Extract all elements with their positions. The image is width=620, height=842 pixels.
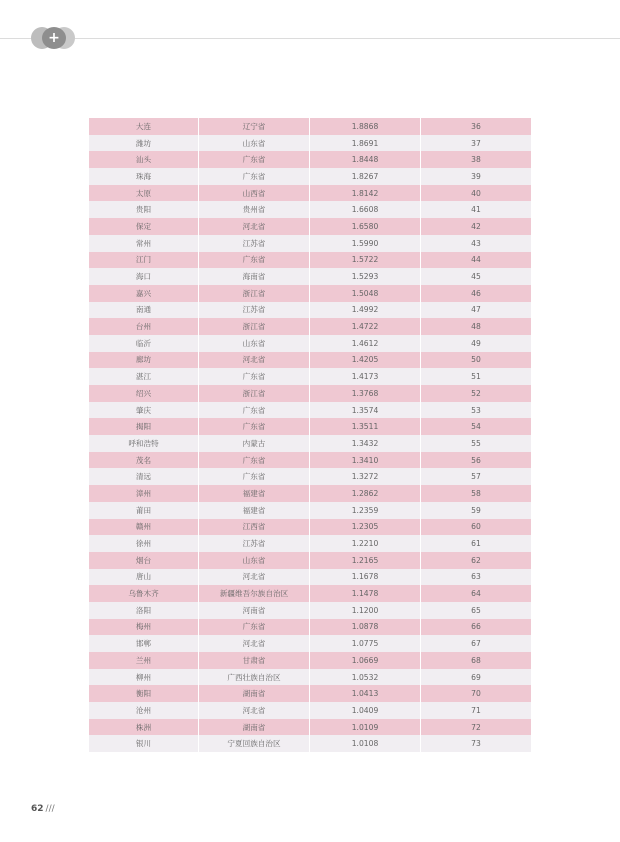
value-cell: 1.8691 (310, 135, 421, 152)
province-cell: 山东省 (199, 135, 310, 152)
table-row (89, 335, 531, 352)
page-number-value: 62 (31, 804, 44, 814)
value-cell: 1.0108 (310, 735, 421, 752)
province-cell: 广东省 (199, 368, 310, 385)
table-row (89, 452, 531, 469)
rank-cell: 47 (421, 302, 531, 319)
value-cell: 1.4612 (310, 335, 421, 352)
city-cell: 兰州 (89, 652, 199, 669)
table-row (89, 185, 531, 202)
value-cell: 1.8142 (310, 185, 421, 202)
value-cell: 1.2359 (310, 502, 421, 519)
province-cell: 江苏省 (199, 302, 310, 319)
table-row (89, 201, 531, 218)
rank-cell: 59 (421, 502, 531, 519)
rank-cell: 62 (421, 552, 531, 569)
province-cell: 浙江省 (199, 385, 310, 402)
city-cell: 呼和浩特 (89, 435, 199, 452)
table-row (89, 585, 531, 602)
table-row (89, 352, 531, 369)
province-cell: 广东省 (199, 468, 310, 485)
table-row (89, 735, 531, 752)
table-row (89, 635, 531, 652)
rank-cell: 61 (421, 535, 531, 552)
rank-cell: 50 (421, 352, 531, 369)
value-cell: 1.3574 (310, 402, 421, 419)
value-cell: 1.6608 (310, 201, 421, 218)
rank-cell: 67 (421, 635, 531, 652)
table-row (89, 435, 531, 452)
province-cell: 广西壮族自治区 (199, 669, 310, 686)
city-cell: 赣州 (89, 519, 199, 536)
province-cell: 山东省 (199, 335, 310, 352)
province-cell: 河北省 (199, 635, 310, 652)
table-row (89, 368, 531, 385)
rank-cell: 69 (421, 669, 531, 686)
city-cell: 衡阳 (89, 685, 199, 702)
rank-cell: 55 (421, 435, 531, 452)
value-cell: 1.3272 (310, 468, 421, 485)
province-cell: 湖南省 (199, 719, 310, 736)
rank-cell: 48 (421, 318, 531, 335)
rank-cell: 45 (421, 268, 531, 285)
table-row (89, 702, 531, 719)
value-cell: 1.5722 (310, 252, 421, 269)
value-cell: 1.0109 (310, 719, 421, 736)
ranking-table (89, 118, 531, 752)
value-cell: 1.5293 (310, 268, 421, 285)
rank-cell: 71 (421, 702, 531, 719)
rank-cell: 42 (421, 218, 531, 235)
value-cell: 1.0413 (310, 685, 421, 702)
value-cell: 1.2862 (310, 485, 421, 502)
province-cell: 江苏省 (199, 535, 310, 552)
province-cell: 河北省 (199, 569, 310, 586)
table-row (89, 569, 531, 586)
province-cell: 甘肃省 (199, 652, 310, 669)
table-row (89, 252, 531, 269)
city-cell: 邯郸 (89, 635, 199, 652)
province-cell: 海南省 (199, 268, 310, 285)
rank-cell: 60 (421, 519, 531, 536)
city-cell: 绍兴 (89, 385, 199, 402)
header-rule (0, 38, 620, 39)
city-cell: 茂名 (89, 452, 199, 469)
city-cell: 株洲 (89, 719, 199, 736)
value-cell: 1.8868 (310, 118, 421, 135)
rank-cell: 46 (421, 285, 531, 302)
table-row (89, 118, 531, 135)
table-row (89, 485, 531, 502)
province-cell: 广东省 (199, 452, 310, 469)
rank-cell: 37 (421, 135, 531, 152)
value-cell: 1.2210 (310, 535, 421, 552)
value-cell: 1.3432 (310, 435, 421, 452)
rank-cell: 49 (421, 335, 531, 352)
rank-cell: 70 (421, 685, 531, 702)
city-cell: 沧州 (89, 702, 199, 719)
rank-cell: 57 (421, 468, 531, 485)
province-cell: 广东省 (199, 252, 310, 269)
rank-cell: 63 (421, 569, 531, 586)
value-cell: 1.4173 (310, 368, 421, 385)
table-row (89, 602, 531, 619)
value-cell: 1.2305 (310, 519, 421, 536)
table-row (89, 468, 531, 485)
rank-cell: 72 (421, 719, 531, 736)
province-cell: 广东省 (199, 168, 310, 185)
city-cell: 莆田 (89, 502, 199, 519)
province-cell: 新疆维吾尔族自治区 (199, 585, 310, 602)
table-row (89, 151, 531, 168)
province-cell: 江西省 (199, 519, 310, 536)
rank-cell: 52 (421, 385, 531, 402)
table-row (89, 719, 531, 736)
city-cell: 乌鲁木齐 (89, 585, 199, 602)
province-cell: 宁夏回族自治区 (199, 735, 310, 752)
value-cell: 1.0669 (310, 652, 421, 669)
rank-cell: 43 (421, 235, 531, 252)
province-cell: 河北省 (199, 218, 310, 235)
city-cell: 保定 (89, 218, 199, 235)
value-cell: 1.5048 (310, 285, 421, 302)
table-row (89, 168, 531, 185)
city-cell: 清远 (89, 468, 199, 485)
value-cell: 1.5990 (310, 235, 421, 252)
province-cell: 广东省 (199, 418, 310, 435)
city-cell: 太原 (89, 185, 199, 202)
city-cell: 江门 (89, 252, 199, 269)
table-row (89, 385, 531, 402)
province-cell: 山东省 (199, 552, 310, 569)
city-cell: 大连 (89, 118, 199, 135)
rank-cell: 66 (421, 619, 531, 636)
table-row (89, 318, 531, 335)
value-cell: 1.4205 (310, 352, 421, 369)
city-cell: 台州 (89, 318, 199, 335)
city-cell: 潍坊 (89, 135, 199, 152)
city-cell: 柳州 (89, 669, 199, 686)
rank-cell: 53 (421, 402, 531, 419)
province-cell: 河南省 (199, 602, 310, 619)
value-cell: 1.1678 (310, 569, 421, 586)
value-cell: 1.0775 (310, 635, 421, 652)
province-cell: 河北省 (199, 352, 310, 369)
rank-cell: 38 (421, 151, 531, 168)
table-row (89, 402, 531, 419)
value-cell: 1.1200 (310, 602, 421, 619)
rank-cell: 64 (421, 585, 531, 602)
value-cell: 1.8267 (310, 168, 421, 185)
rank-cell: 39 (421, 168, 531, 185)
city-cell: 汕头 (89, 151, 199, 168)
table-row (89, 685, 531, 702)
province-cell: 福建省 (199, 502, 310, 519)
value-cell: 1.4722 (310, 318, 421, 335)
province-cell: 内蒙古 (199, 435, 310, 452)
table-row (89, 669, 531, 686)
city-cell: 漳州 (89, 485, 199, 502)
city-cell: 银川 (89, 735, 199, 752)
table-row (89, 302, 531, 319)
rank-cell: 54 (421, 418, 531, 435)
value-cell: 1.3768 (310, 385, 421, 402)
value-cell: 1.3410 (310, 452, 421, 469)
rank-cell: 41 (421, 201, 531, 218)
value-cell: 1.8448 (310, 151, 421, 168)
city-cell: 临沂 (89, 335, 199, 352)
table-row (89, 519, 531, 536)
city-cell: 烟台 (89, 552, 199, 569)
value-cell: 1.4992 (310, 302, 421, 319)
city-cell: 徐州 (89, 535, 199, 552)
province-cell: 江苏省 (199, 235, 310, 252)
city-cell: 梅州 (89, 619, 199, 636)
value-cell: 1.0409 (310, 702, 421, 719)
province-cell: 河北省 (199, 702, 310, 719)
value-cell: 1.0878 (310, 619, 421, 636)
table-row (89, 418, 531, 435)
city-cell: 嘉兴 (89, 285, 199, 302)
rank-cell: 40 (421, 185, 531, 202)
rank-cell: 58 (421, 485, 531, 502)
province-cell: 广东省 (199, 402, 310, 419)
table-row (89, 535, 531, 552)
province-cell: 广东省 (199, 151, 310, 168)
city-cell: 海口 (89, 268, 199, 285)
table-row (89, 285, 531, 302)
province-cell: 浙江省 (199, 318, 310, 335)
rank-cell: 44 (421, 252, 531, 269)
rank-cell: 73 (421, 735, 531, 752)
table-row (89, 552, 531, 569)
city-cell: 洛阳 (89, 602, 199, 619)
city-cell: 揭阳 (89, 418, 199, 435)
value-cell: 1.0532 (310, 669, 421, 686)
province-cell: 贵州省 (199, 201, 310, 218)
table-row (89, 502, 531, 519)
city-cell: 珠海 (89, 168, 199, 185)
province-cell: 浙江省 (199, 285, 310, 302)
rank-cell: 65 (421, 602, 531, 619)
city-cell: 湛江 (89, 368, 199, 385)
rank-cell: 56 (421, 452, 531, 469)
table-row (89, 218, 531, 235)
value-cell: 1.3511 (310, 418, 421, 435)
table-row (89, 652, 531, 669)
page-number (31, 804, 55, 814)
city-cell: 常州 (89, 235, 199, 252)
rank-cell: 68 (421, 652, 531, 669)
city-cell: 廊坊 (89, 352, 199, 369)
city-cell: 唐山 (89, 569, 199, 586)
city-cell: 南通 (89, 302, 199, 319)
value-cell: 1.1478 (310, 585, 421, 602)
rank-cell: 36 (421, 118, 531, 135)
rank-cell: 51 (421, 368, 531, 385)
table-row (89, 135, 531, 152)
city-cell: 贵阳 (89, 201, 199, 218)
table-row (89, 268, 531, 285)
province-cell: 辽宁省 (199, 118, 310, 135)
province-cell: 山西省 (199, 185, 310, 202)
plus-icon: + (42, 27, 66, 49)
table-row (89, 235, 531, 252)
province-cell: 广东省 (199, 619, 310, 636)
logo (31, 27, 77, 49)
value-cell: 1.6580 (310, 218, 421, 235)
city-cell: 肇庆 (89, 402, 199, 419)
value-cell: 1.2165 (310, 552, 421, 569)
province-cell: 福建省 (199, 485, 310, 502)
province-cell: 湖南省 (199, 685, 310, 702)
table-row (89, 619, 531, 636)
page-marker: /// (45, 804, 55, 814)
